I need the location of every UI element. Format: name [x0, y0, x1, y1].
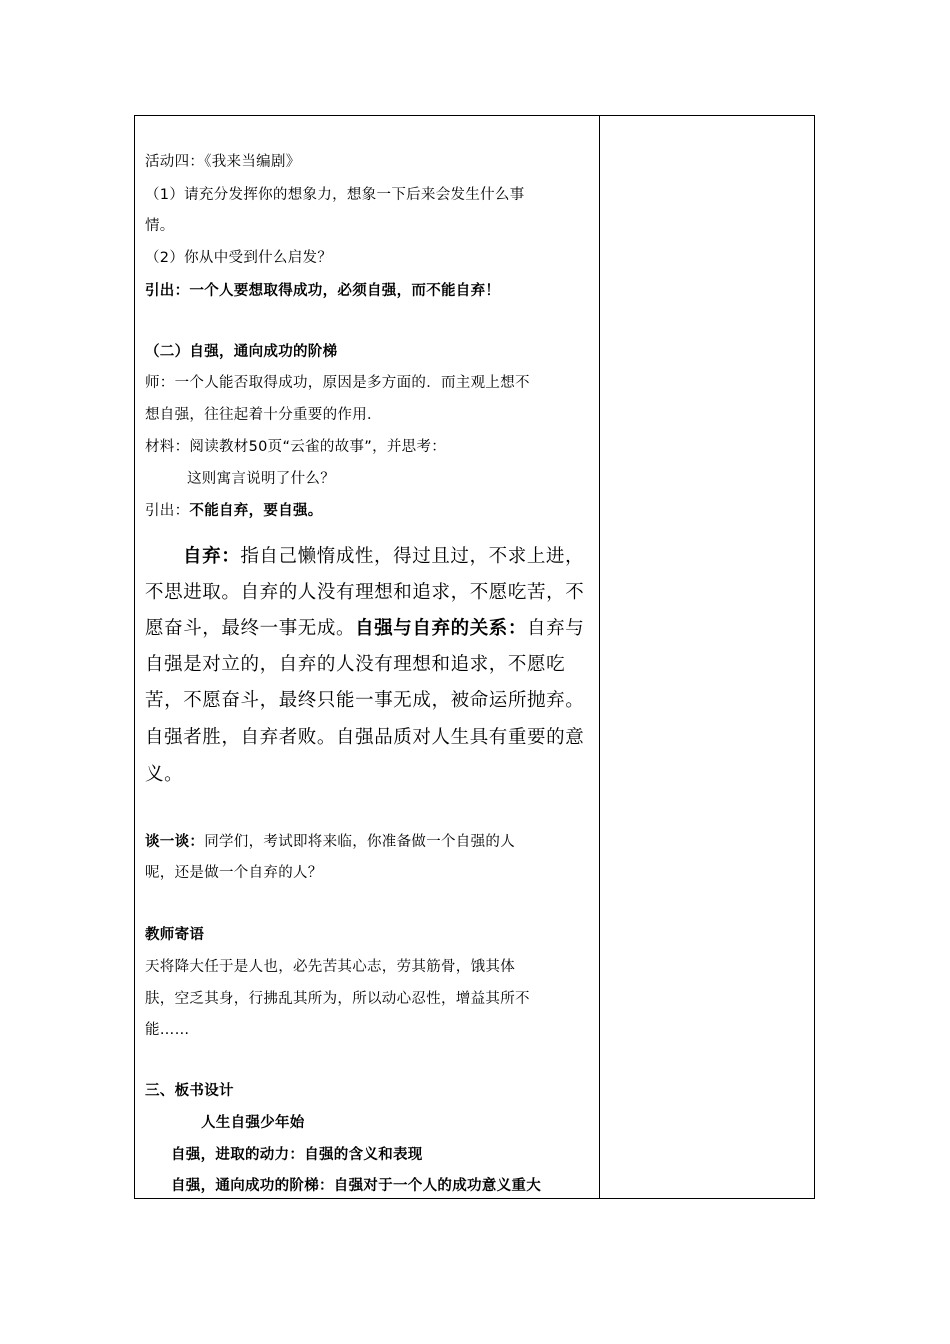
discussion-line-2: 呢，还是做一个自弃的人？: [145, 865, 323, 881]
definition-line-6: 自强者胜，自弃者败。自强品质对人生具有重要的意: [145, 727, 585, 748]
fable-question: 这则寓言说明了什么？: [187, 471, 335, 487]
discussion-label: 谈一谈：: [145, 834, 205, 850]
teacher-message-heading: 教师寄语: [145, 927, 205, 943]
board-design-heading: 三、板书设计: [145, 1083, 234, 1099]
board-design-title: 人生自强少年始: [201, 1115, 305, 1131]
question-2: （2）你从中受到什么启发？: [145, 250, 333, 266]
teacher-message-line-3: 能……: [145, 1022, 190, 1038]
relation-term: 自强与自弃的关系：: [355, 618, 528, 639]
teacher-message-line-2: 肤，空乏其身，行拂乱其所为，所以动心忍性，增益其所不: [145, 991, 530, 1007]
teacher-message-line-1: 天将降大任于是人也，必先苦其心志，劳其筋骨，饿其体: [145, 959, 515, 975]
question-1-line-1: （1）请充分发挥你的想象力，想象一下后来会发生什么事: [145, 187, 525, 203]
definition-line-2: 不思进取。自弃的人没有理想和追求，不愿吃苦，不: [145, 582, 585, 603]
board-design-point-2: 自强，通向成功的阶梯：自强对于一个人的成功意义重大: [171, 1178, 541, 1194]
lead-conclusion: 不能自弃，要自强。: [189, 503, 323, 519]
lead-label: 引出：: [145, 503, 190, 519]
teacher-remark-line-1: 师：一个人能否取得成功，原因是多方面的．而主观上想不: [145, 375, 530, 391]
column-divider: [599, 115, 600, 1199]
definition-line-1: 自弃：指自己懒惰成性，得过且过，不求上进，: [183, 546, 585, 567]
teacher-remark-line-2: 想自强，往往起着十分重要的作用．: [145, 407, 382, 423]
discussion-line-1: 谈一谈：同学们，考试即将来临，你准备做一个自强的人: [145, 834, 516, 850]
question-1-line-2: 情。: [145, 218, 175, 234]
section-heading: （二）自强，通向成功的阶梯: [145, 344, 338, 360]
definition-term: 自弃：: [183, 546, 241, 567]
definition-line-3: 愿奋斗，最终一事无成。自强与自弃的关系：自弃与: [145, 618, 585, 639]
definition-line-5: 苦，不愿奋斗，最终只能一事无成，被命运所抛弃。: [145, 690, 585, 711]
material-prompt: 材料：阅读教材50页“云雀的故事”，并思考：: [145, 439, 447, 455]
lead-line: [145, 501, 323, 521]
definition-line-4: 自强是对立的，自弃的人没有理想和追求，不愿吃: [145, 654, 566, 675]
definition-line-7: 义。: [145, 764, 184, 785]
activity-title: 活动四：《我来当编剧》: [145, 154, 301, 170]
activity-conclusion: 引出：一个人要想取得成功，必须自强，而不能自弃！: [145, 283, 501, 299]
board-design-point-1: 自强，进取的动力：自强的含义和表现: [171, 1147, 423, 1163]
